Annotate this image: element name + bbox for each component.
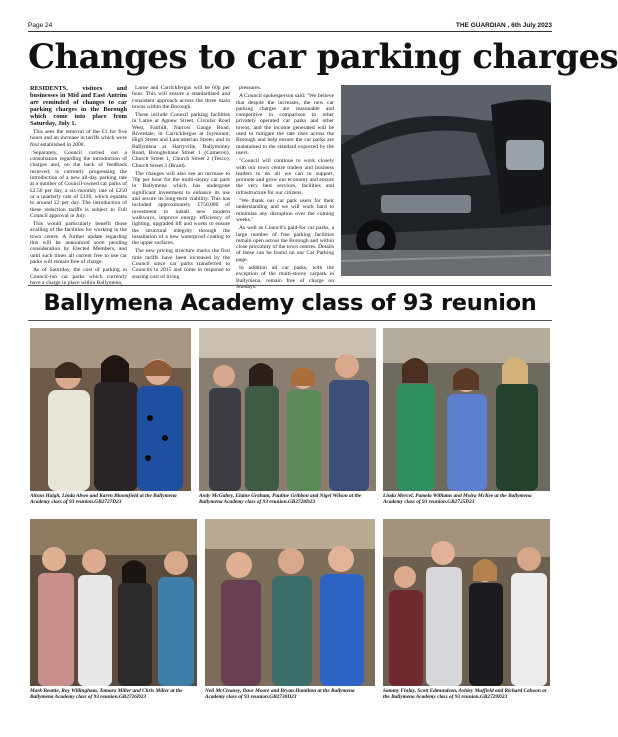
article-column-3: [236, 85, 334, 290]
article-lead: RESIDENTS, visitors and businesses in Mid and East Antrim are reminded of changes to car parking charges in the Borough which come into place from Saturday, July 1.: [30, 85, 127, 127]
article-paragraph: "We thank our car park users for their understanding and we will work hard to minimise any disruption over the coming weeks.": [236, 198, 334, 223]
article-paragraph: Larne and Carrickfergus will be 60p per hour. This will ensure a standardised and consistent approach across the three main towns within the Borough.: [132, 85, 230, 110]
article-paragraph: As of Saturday, the cost of parking in Council-run car parks which currently have a charge in place within Ballymena,: [30, 267, 127, 286]
article-headline: Changes to car parking charges: [28, 37, 618, 77]
article-column-2: [132, 85, 230, 280]
article-paragraph: The changes will also see an increase to 70p per hour for the multi-storey car park in Ballymena which has undergone significant investment to enhance its use and secure its long-term viability. This has included approximately £750,000 of investment to install new modern walkways, improve energy efficiency of lighting, upgraded lift and works to ensure the structural integrity through the installation of a new waterproof coating to the upper surfaces.: [132, 170, 230, 247]
article-paragraph: A Council spokesperson said: "We believe that despite the increases, the new car parking charges are reasonable and competitive in comparison to other privately operated car parks and other towns, and the income generated will be used to mitigate the rate rises across the Borough and help ensure the car parks are maintained to the standard expected by the users.: [236, 93, 334, 156]
article-paragraph: "Council will continue to work closely with our town centre traders and business leaders to do all we can to support, promote and grow our economy and ensure the very best services, facilities and infrastructure for our citizens.: [236, 158, 334, 196]
article-paragraph: The new pricing structure marks the first time tariffs have been increased by the Council since car parks transferred to Councils in 2015 and come in response to soaring cost of living: [132, 248, 230, 280]
reunion-photo-1: [30, 328, 191, 491]
photo-caption-2: Andy McGahey, Elaine Graham, Pauline Gribbon and Nigel Wilson at the Ballymena Academy class of 93 reunion.GB2728D23: [199, 493, 362, 505]
article-paragraph: This sees the removal of the £1 for five hours and an increase in tariffs which were first established in 2008.: [30, 129, 127, 148]
paper-dateline: THE GUARDIAN , 6th July 2023: [455, 22, 552, 29]
article-paragraph: As well as Council's paid-for car parks, a large number of free parking facilities remain open across the Borough and within close proximity of the town centres. Details of these can be found on our Car Parking page.: [236, 225, 334, 263]
article-paragraph: These include Council parking facilities in Larne at Agnew Street, Circular Road West, Fairhill, Narrow Gauge Road, Riverdale, in Carrickfergus at Joymount, High Street and Lancasterian Street, and in Ballymena at Harryville, Ballymoney Road, Broughshane Street 1 (Cameron), Church Street 1, Church Street 2 (Tesco), Church Street 3 (Braid).: [132, 112, 230, 169]
header-rule: [28, 31, 552, 32]
article-paragraph: Separately, Council carried out a consultation regarding the introduction of charges and, on the back of feedback received, is currently progressing the introduction of a new all-day parking rate at a number of Council-owned car parks of £2.50 per day, a six-monthly rate of £250 or a quarterly rate of £130, which equates to around £2 per day. The introduction of these reduction tariffs is subject to Full Council approval in July.: [30, 149, 127, 219]
page-number: Page 24: [28, 22, 53, 29]
photo-caption-6: Sammy Finlay, Scott Edmundson, Ashley Muffield and Richard Cahoon at the Ballymena Academy class of 93 reunion.GB2729D23: [383, 688, 547, 700]
photo-caption-4: Mark Beattie, Roy Willingham, Tamara Miller and Chris Miller at the Ballymena Academy class of 93 reunion.GB2726D23: [30, 688, 183, 700]
reunion-photo-6: [383, 519, 550, 686]
reunion-photo-3: [383, 328, 550, 491]
feature-headline: Ballymena Academy class of 93 reunion: [43, 290, 537, 316]
photo-caption-5: Neil McCleaney, Dave Moore and Bryan Hamilton at the Ballymena Academy class of 93 reunion.GB2730D23: [205, 688, 355, 700]
article-paragraph: In addition all car parks, with the exception of the multi-storey carpark in Ballymena, remain free of charge on Sundays.: [236, 265, 334, 290]
section-rule-bottom: [28, 320, 552, 321]
parked-cars-photo: [341, 85, 551, 276]
reunion-photo-4: [30, 519, 197, 686]
article-paragraph: pressures.: [239, 85, 262, 91]
section-rule-top: [28, 285, 552, 286]
photo-caption-1: Alison Haigh, Linda Abwo and Karen Bloomfield at the Ballymena Academy class of 93 reunion.GB2727D23: [30, 493, 177, 505]
article-column-1: [30, 85, 127, 286]
reunion-photo-5: [205, 519, 375, 686]
article-paragraph: This would particularly benefit those availing of the facilities for working in the town centre. A further update regarding this will be announced soon pending consideration by Elected Members, and until such times all current free to use car parks will remain free of charge.: [30, 221, 127, 265]
reunion-photo-2: [199, 328, 376, 491]
photo-caption-3: Linda Mercel, Pamela Williams and Moira McKee at the Ballymena Academy class of 93 reunion.GB2725D23: [383, 493, 532, 505]
